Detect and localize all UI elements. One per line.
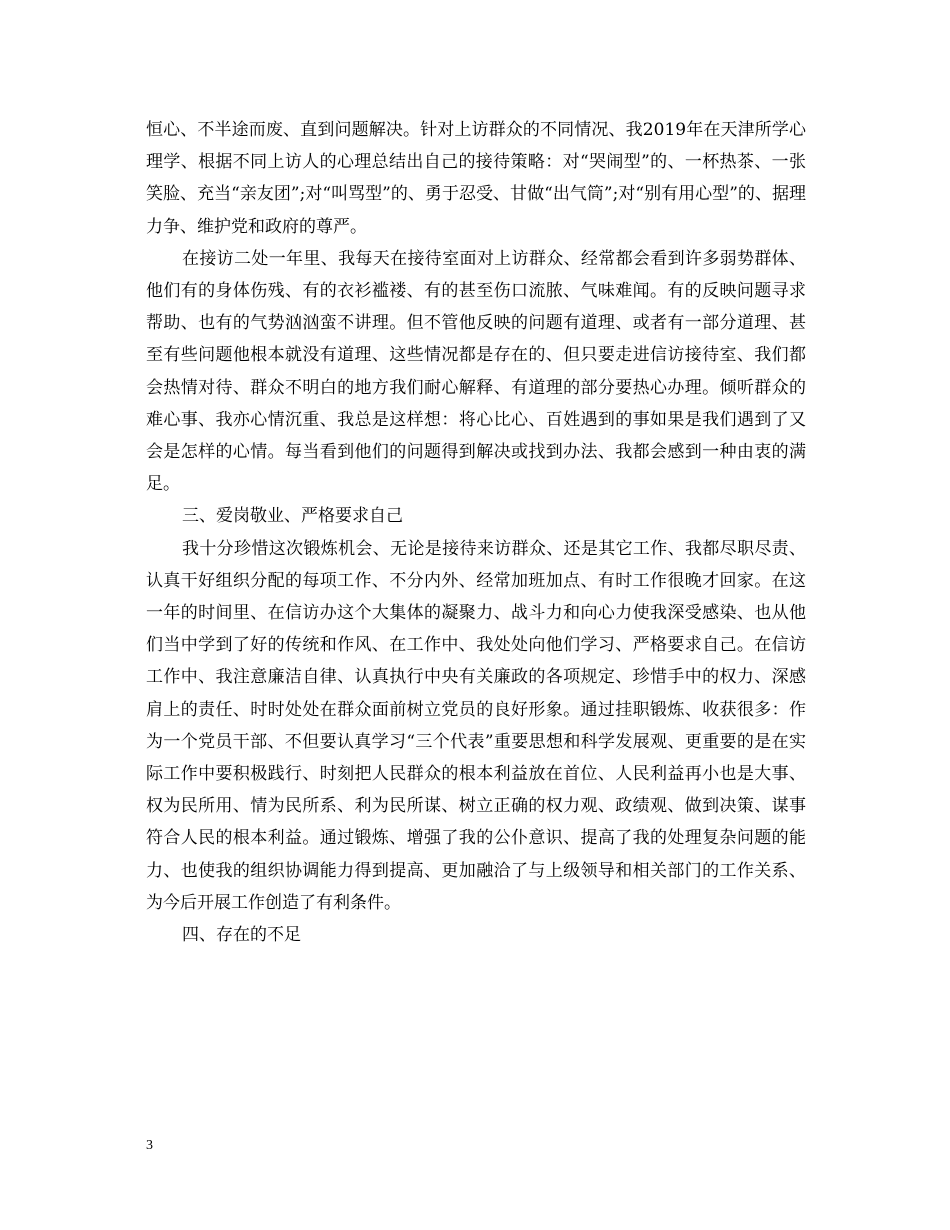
document-body bbox=[146, 114, 806, 951]
section-heading-3: 三、爱岗敬业、严格要求自己 bbox=[182, 506, 403, 527]
page-number: 3 bbox=[146, 1138, 153, 1153]
paragraph-1: 恒心、不半途而废、直到问题解决。针对上访群众的不同情况、我2019年在天津所学心理学、根据不同上访人的心理总结出自己的接待策略：对“哭闹型”的、一杯热茶、一张笑脸、充当“亲友团”;对“叫骂型”的、勇于忍受、甘做“出气筒”;对“别有用心型”的、据理力争、维护党和政府的尊严。 bbox=[146, 120, 806, 237]
section-heading-4: 四、存在的不足 bbox=[182, 925, 301, 946]
paragraph-4: 我十分珍惜这次锻炼机会、无论是接待来访群众、还是其它工作、我都尽职尽责、认真干好组织分配的每项工作、不分内外、经常加班加点、有时工作很晚才回家。在这一年的时间里、在信访办这个大集体的凝聚力、战斗力和向心力使我深受感染、也从他们当中学到了好的传统和作风、在工作中、我处处向他们学习、严格要求自己。在信访工作中、我注意廉洁自律、认真执行中央有关廉政的各项规定、珍惜手中的权力、深感肩上的责任、时时处处在群众面前树立党员的良好形象。通过挂职锻炼、收获很多：作为一个党员干部、不但要认真学习“三个代表”重要思想和科学发展观、更重要的是在实际工作中要积极践行、时刻把人民群众的根本利益放在首位、人民利益再小也是大事、权为民所用、情为民所系、利为民所谋、树立正确的权力观、政绩观、做到决策、谋事符合人民的根本利益。通过锻炼、增强了我的公仆意识、提高了我的处理复杂问题的能力、也使我的组织协调能力得到提高、更加融洽了与上级领导和相关部门的工作关系、为今后开展工作创造了有利条件。 bbox=[146, 538, 806, 913]
paragraph-2: 在接访二处一年里、我每天在接待室面对上访群众、经常都会看到许多弱势群体、他们有的身体伤残、有的衣衫褴褛、有的甚至伤口流脓、气味难闻。有的反映问题寻求帮助、也有的气势汹汹蛮不讲理。但不管他反映的问题有道理、或者有一部分道理、甚至有些问题他根本就没有道理、这些情况都是存在的、但只要走进信访接待室、我们都会热情对待、群众不明白的地方我们耐心解释、有道理的部分要热心办理。倾听群众的难心事、我亦心情沉重、我总是这样想：将心比心、百姓遇到的事如果是我们遇到了又会是怎样的心情。每当看到他们的问题得到解决或找到办法、我都会感到一种由衷的满足。 bbox=[146, 248, 806, 495]
